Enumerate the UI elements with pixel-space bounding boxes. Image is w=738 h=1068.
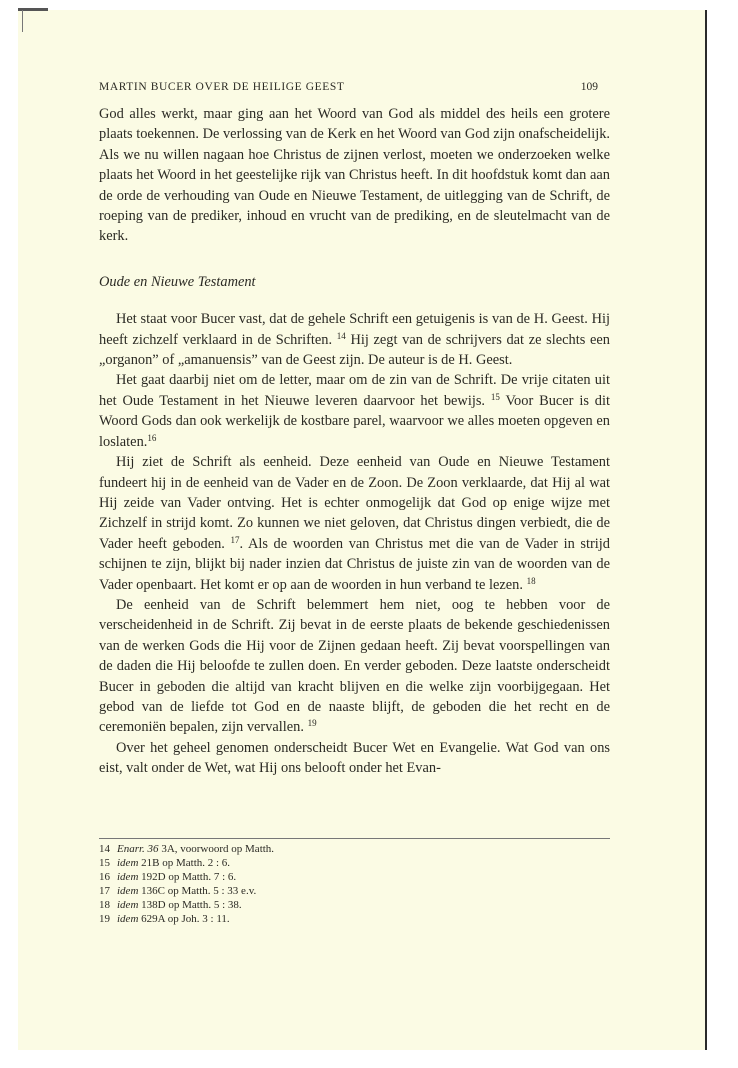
running-head xyxy=(99,81,610,93)
paragraph-3-text-b: . Als de woorden van Christus met die van de Vader in strijd schijnen te zijn, blijkt bij nader inzien dat Christus de juiste zin van de woorden van de Vader openbaart. Het komt er op aan de woorden in hun verband te lezen. xyxy=(99,535,610,593)
footnote-ref-16[interactable]: 16 xyxy=(147,432,157,443)
body-text xyxy=(99,104,610,779)
footnote-number: 19 xyxy=(99,913,110,925)
section-title: Oude en Nieuwe Testament xyxy=(99,273,256,290)
footnote-number: 15 xyxy=(99,857,110,869)
paragraph-2-text-b: Voor Bucer is dit Woord Gods dan ook werkelijk de kostbare parel, waarvoor we alles moeten opgeven en loslaten. xyxy=(99,392,610,450)
footnote-source: idem xyxy=(117,899,139,911)
footnote-reference: 192D op Matth. 7 : 6. xyxy=(141,871,237,883)
footnote xyxy=(99,856,610,870)
footnote-source: idem xyxy=(117,857,139,869)
footnote-source: idem xyxy=(117,871,139,883)
footnote-ref-14[interactable]: 14 xyxy=(336,330,346,341)
footnote-number: 17 xyxy=(99,885,110,897)
footnote-source: idem xyxy=(117,913,139,925)
footnote xyxy=(99,870,610,884)
running-title: MARTIN BUCER OVER DE HEILIGE GEEST xyxy=(99,81,345,93)
footnote-number: 14 xyxy=(99,843,110,855)
footnote xyxy=(99,898,610,912)
paragraph-1-text-b: Hij zegt van de schrijvers dat ze slechts een „organon” of „amanuensis” van de Geest zijn. De auteur is de H. Geest. xyxy=(99,331,610,369)
footnote-source: Enarr. 36 xyxy=(117,843,159,855)
paragraph-1 xyxy=(99,309,610,370)
footnote-number: 16 xyxy=(99,871,110,883)
footnotes xyxy=(99,838,610,926)
footnote-reference: 3A, voorwoord op Matth. xyxy=(161,843,275,855)
paragraph-5: Over het geheel genomen onderscheidt Bucer Wet en Evangelie. Wat God van ons eist, valt onder de Wet, wat Hij ons belooft onder het Evan- xyxy=(99,739,610,777)
footnote-source: idem xyxy=(117,885,139,897)
intro-paragraph: God alles werkt, maar ging aan het Woord van God als middel des heils een grotere plaats toekennen. De verlossing van de Kerk en het Woord van God zijn onafscheidelijk. Als we nu willen nagaan hoe Christus de zijnen verlost, moeten we onderzoeken welke plaats het Woord in het geestelijke rijk van Christus heeft. In dit hoofdstuk komt dan aan de orde de verhouding van Oude en Nieuwe Testament, de uitlegging van de Schrift, de roeping van de prediker, inhoud en vrucht van de prediking, en de sleutelmacht van de kerk. xyxy=(99,106,610,245)
paragraph-3 xyxy=(99,452,610,595)
paragraph-4 xyxy=(99,595,610,738)
footnote-ref-19[interactable]: 19 xyxy=(307,718,317,729)
footnote-ref-15[interactable]: 15 xyxy=(490,391,500,402)
footnote-ref-17[interactable]: 17 xyxy=(230,534,240,545)
footnote-ref-18[interactable]: 18 xyxy=(526,575,536,586)
page-edge xyxy=(705,10,707,1050)
footnote xyxy=(99,842,610,856)
paragraph-4-text: De eenheid van de Schrift belemmert hem niet, oog te hebben voor de verscheidenheid in de Schrift. Zij bevat in de eerste plaats de bekende geschiedenissen van de werken Gods die Hij voor de Zijnen gedaan heeft. Zij bevat voorspellingen van de daden die Hij beloofde te zullen doen. En verder geboden. Deze laatste onderscheidt Bucer in geboden die altijd van kracht blijven en die welke zijn voorbijgegaan. Het gebod van de liefde tot God en de naaste blijft, de geboden die het recht en de ceremoniën bepalen, zijn vervallen. xyxy=(99,596,610,736)
paragraph-2 xyxy=(99,370,610,452)
paragraph-1-text-a: Het staat voor Bucer vast, dat de gehele Schrift een getuigenis is van de H. Geest. Hij heeft zichzelf verklaard in de Schriften. xyxy=(99,311,610,348)
footnote-reference: 136C op Matth. 5 : 33 e.v. xyxy=(141,885,257,897)
scan-mark-left xyxy=(22,10,23,32)
footnote-number: 18 xyxy=(99,899,110,911)
footnote-reference: 629A op Joh. 3 : 11. xyxy=(141,913,230,925)
footnote xyxy=(99,884,610,898)
page-number: 109 xyxy=(580,81,598,93)
footnote xyxy=(99,912,610,926)
footnote-reference: 21B op Matth. 2 : 6. xyxy=(141,857,231,869)
paragraph-3-text-a: Hij ziet de Schrift als eenheid. Deze eenheid van Oude en Nieuwe Testament fundeert hij in de eenheid van de Vader en de Zoon. De Zoon verklaarde, dat Hij al wat Hij zeide van Vader ontving. Het is echter onmogelijk dat God op enige wijze met Zichzelf in strijd komt. Zo kunnen we niet geloven, dat Christus dingen verbiedt, die de Vader heeft geboden. xyxy=(99,454,610,552)
paragraph-2-text-a: Het gaat daarbij niet om de letter, maar om de zin van de Schrift. De vrije citaten uit het Oude Testament in het Nieuwe leveren daarvoor het bewijs. xyxy=(99,372,610,409)
footnote-reference: 138D op Matth. 5 : 38. xyxy=(141,899,242,911)
